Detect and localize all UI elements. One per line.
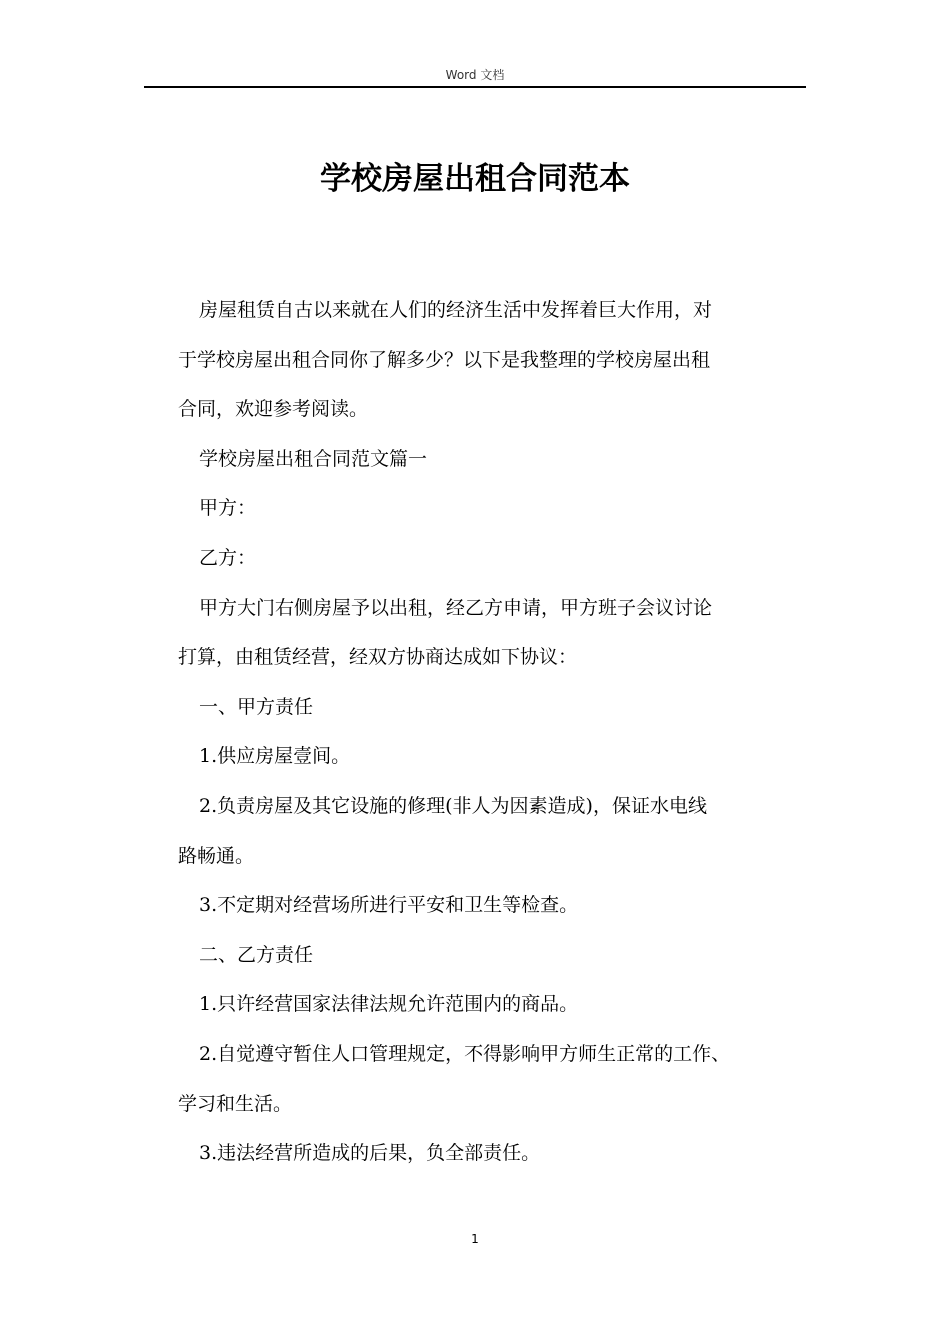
page-header-label: Word 文档	[445, 68, 505, 82]
page-number: 1	[471, 1232, 479, 1246]
header-divider	[144, 86, 806, 88]
paragraph-section-heading: 学校房屋出租合同范文篇一	[199, 447, 428, 470]
paragraph-agreement: 甲方大门右侧房屋予以出租，经乙方申请，甲方班子会议讨论 打算，由租赁经营，经双方协商达成如下协议：	[178, 596, 713, 669]
paragraph-party-a-duty-2: 2.负责房屋及其它设施的修理(非人为因素造成)，保证水电线 路畅通。	[178, 794, 707, 867]
paragraph-party-b-duty-2: 2.自觉遵守暂住人口管理规定，不得影响甲方师生正常的工作、 学习和生活。	[178, 1042, 731, 1115]
paragraph-party-a-duty-3: 3.不定期对经营场所进行平安和卫生等检查。	[199, 894, 579, 917]
paragraph-intro: 房屋租赁自古以来就在人们的经济生活中发挥着巨大作用，对 于学校房屋出租合同你了解多少？以下是我整理的学校房屋出租 合同，欢迎参考阅读。	[178, 299, 713, 421]
document-title: 学校房屋出租合同范本	[320, 161, 630, 197]
paragraph-party-a-duties-heading: 一、甲方责任	[199, 695, 314, 718]
paragraph-party-b-duty-3: 3.违法经营所造成的后果，负全部责任。	[199, 1142, 541, 1165]
paragraph-party-b: 乙方：	[199, 546, 257, 569]
paragraph-party-b-duty-1: 1.只许经营国家法律法规允许范围内的商品。	[199, 993, 579, 1016]
paragraph-party-b-duties-heading: 二、乙方责任	[199, 943, 314, 966]
paragraph-party-a-duty-1: 1.供应房屋壹间。	[199, 745, 351, 768]
paragraph-party-a: 甲方：	[199, 497, 257, 520]
document-body	[178, 286, 810, 1179]
